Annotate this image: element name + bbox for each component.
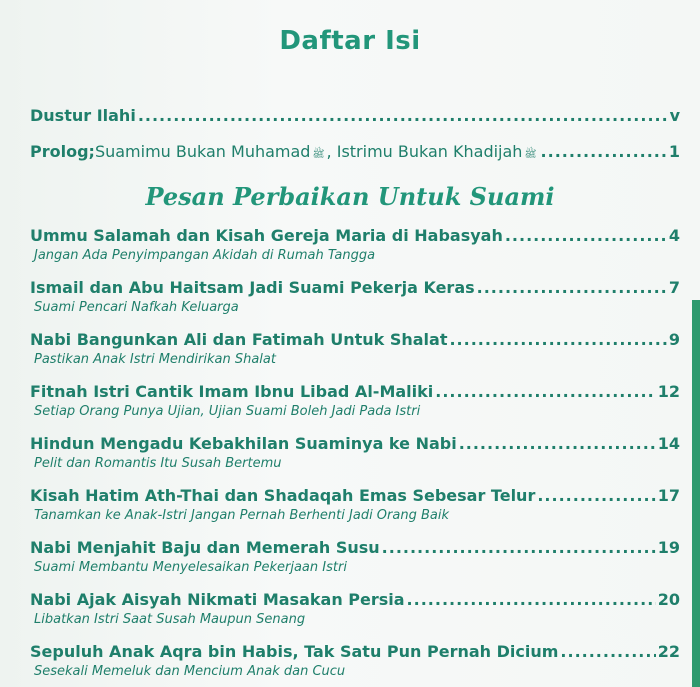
toc-entry (30, 278, 680, 297)
toc-entry (30, 486, 680, 505)
toc-page-number: 19 (657, 538, 680, 557)
toc-entry-subtitle: Pelit dan Romantis Itu Susah Bertemu (34, 456, 282, 471)
toc-page-number: 22 (657, 642, 680, 661)
toc-entry-title: Dustur Ilahi (30, 106, 136, 125)
toc-entry-title: Kisah Hatim Ath-Thai dan Shadaqah Emas Sebesar Telur (30, 486, 536, 505)
toc-entry-subtitle: Suami Membantu Menyelesaikan Pekerjaan Istri (34, 560, 347, 575)
leader-dots (382, 538, 656, 557)
toc-entry-title-part: Suamimu Bukan Muhamad (94, 142, 311, 161)
toc-page-number: 4 (668, 226, 680, 245)
toc-entry (30, 330, 680, 349)
toc-entry-title-prefix: Prolog; (30, 142, 95, 161)
page-title: Daftar Isi (279, 26, 421, 56)
leader-dots (505, 226, 667, 245)
toc-entry-subtitle: Suami Pencari Nafkah Keluarga (34, 300, 239, 315)
leader-dots (449, 330, 666, 349)
toc-entry (30, 538, 680, 557)
leader-dots (477, 278, 667, 297)
leader-dots (560, 642, 655, 661)
leader-dots (407, 590, 656, 609)
toc-entry-title: Nabi Bangunkan Ali dan Fatimah Untuk Shalat (30, 330, 448, 349)
page-edge (692, 300, 700, 687)
salawat-glyph: ﷺ (312, 149, 325, 160)
toc-entry (30, 382, 680, 401)
toc-entry (30, 642, 680, 661)
toc-page-number: 17 (657, 486, 680, 505)
toc-page-number: 20 (657, 590, 680, 609)
leader-dots (537, 486, 655, 505)
toc-entry-subtitle: Tanamkan ke Anak-Istri Jangan Pernah Berhenti Jadi Orang Baik (34, 508, 450, 523)
toc-entry-subtitle: Sesekali Memeluk dan Mencium Anak dan Cucu (34, 664, 346, 679)
toc-page-number: 7 (668, 278, 680, 297)
toc-entry-subtitle: Pastikan Anak Istri Mendirikan Shalat (34, 352, 276, 367)
toc-page-number: v (669, 106, 680, 125)
leader-dots (459, 434, 656, 453)
toc-entry (30, 226, 680, 245)
toc-entry-title: Nabi Menjahit Baju dan Memerah Susu (30, 538, 380, 557)
toc-entry-title-part: , Istrimu Bukan Khadijah (326, 142, 523, 161)
toc-entry-title: Ismail dan Abu Haitsam Jadi Suami Pekerja Keras (30, 278, 475, 297)
toc-entry-title: Fitnah Istri Cantik Imam Ibnu Libad Al-Maliki (30, 382, 434, 401)
toc-entry-title: Sepuluh Anak Aqra bin Habis, Tak Satu Pun Pernah Dicium (30, 642, 559, 661)
section-heading: Pesan Perbaikan Untuk Suami (145, 182, 555, 211)
toc-entry-dustur (30, 106, 680, 125)
toc-page-number: 14 (657, 434, 680, 453)
leader-dots (138, 106, 668, 125)
toc-entry-title: Ummu Salamah dan Kisah Gereja Maria di Habasyah (30, 226, 503, 245)
leader-dots (435, 382, 655, 401)
toc-page-number: 9 (668, 330, 680, 349)
toc-entry-subtitle: Libatkan Istri Saat Susah Maupun Senang (34, 612, 306, 627)
toc-entry-subtitle: Setiap Orang Punya Ujian, Ujian Suami Boleh Jadi Pada Istri (34, 404, 421, 419)
toc-entry (30, 434, 680, 453)
toc-entry (30, 590, 680, 609)
toc-page-number: 12 (657, 382, 680, 401)
toc-page-number: 1 (668, 142, 680, 161)
leader-dots (541, 142, 667, 161)
salawat-glyph: ﷺ (524, 149, 537, 160)
toc-entry-title: Hindun Mengadu Kebakhilan Suaminya ke Nabi (30, 434, 457, 453)
toc-entry-title: Nabi Ajak Aisyah Nikmati Masakan Persia (30, 590, 405, 609)
toc-entry-subtitle: Jangan Ada Penyimpangan Akidah di Rumah Tangga (34, 248, 376, 263)
toc-entry-prolog (30, 142, 680, 162)
